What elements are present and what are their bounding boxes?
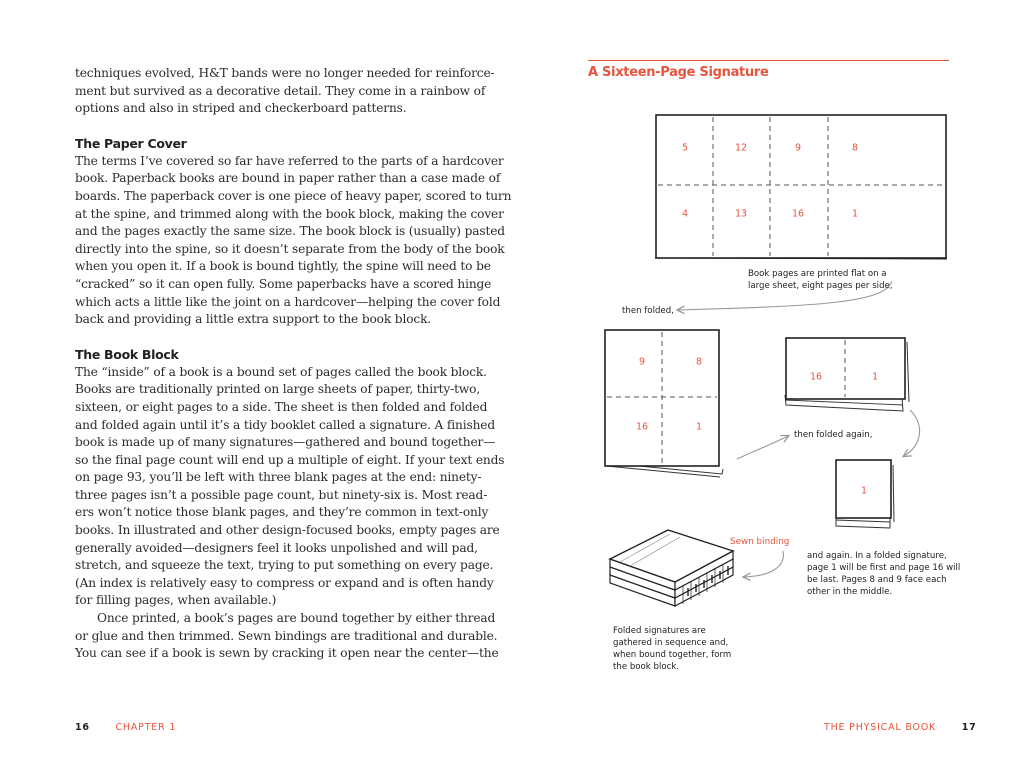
sheet-page-number: 13 — [734, 208, 748, 220]
text-line: for filling pages, when available.) — [75, 593, 277, 608]
caption-line: the book block. — [613, 662, 680, 672]
sheet-page-number: 1 — [695, 421, 703, 433]
sheet-page-number: 1 — [871, 371, 879, 383]
text-line: (An index is relatively easy to compress or expand and is often handy — [75, 575, 494, 590]
caption-folded — [622, 305, 674, 317]
caption-line: Folded signatures are — [613, 626, 706, 636]
caption-line: then folded again, — [794, 430, 873, 440]
caption-line: when bound together, form — [613, 650, 732, 660]
caption-line: other in the middle. — [807, 587, 893, 597]
section-heading-book-block: The Book Block — [75, 346, 179, 362]
book-block — [610, 530, 733, 606]
text-line: The “inside” of a book is a bound set of pages called the book block. — [75, 364, 487, 379]
folded-once — [605, 330, 723, 477]
text-line: book is made up of many signatures—gathered and bound together— — [75, 435, 496, 450]
caption-line: large sheet, eight pages per side, — [748, 281, 893, 291]
caption-line: Book pages are printed flat on a — [748, 269, 887, 279]
sheet-page-number: 4 — [681, 208, 689, 220]
caption-line: then folded, — [622, 306, 674, 316]
text-line: options and also in striped and checkerboard patterns. — [75, 101, 407, 116]
caption-book-block — [613, 625, 731, 673]
caption-line: and again. In a folded signature, — [807, 551, 947, 561]
caption-line: page 1 will be first and page 16 will — [807, 563, 961, 573]
folded-twice — [785, 338, 909, 411]
text-line: back and providing a little extra support to the book block. — [75, 312, 432, 327]
text-line: ment but survived as a decorative detail. They come in a rainbow of — [75, 83, 486, 98]
sheet-page-number: 5 — [681, 142, 689, 154]
page-number: 17 — [961, 722, 977, 733]
sheet-page-number: 8 — [851, 142, 859, 154]
sheet-page-number: 16 — [809, 371, 823, 383]
text-line: sixteen, or eight pages to a side. The sheet is then folded and folded — [75, 399, 488, 414]
caption-flat-sheet — [748, 268, 893, 292]
text-line: books. In illustrated and other design-focused books, empty pages are — [75, 523, 500, 538]
text-line: generally avoided—designers feel it looks unpolished and will pad, — [75, 540, 478, 555]
sheet-page-number: 9 — [794, 142, 802, 154]
text-line: Once printed, a book’s pages are bound together by either thread — [97, 611, 496, 626]
sewn-binding-callout: Sewn binding — [730, 537, 790, 547]
text-line: “cracked” so it can open fully. Some paperbacks have a scored hinge — [75, 276, 492, 291]
sheet-page-number: 8 — [695, 356, 703, 368]
sheet-page-number: 12 — [734, 142, 748, 154]
flat-sheet — [655, 115, 947, 259]
text-line: when you open it. If a book is bound tightly, the spine will need to be — [75, 259, 491, 274]
sheet-page-number: 16 — [791, 208, 805, 220]
sheet-page-number: 1 — [860, 485, 868, 497]
running-head: THE PHYSICAL BOOK — [824, 722, 937, 733]
text-line: stretch, and squeeze the text, trying to put something on every page. — [75, 558, 494, 573]
sheet-page-number: 1 — [851, 208, 859, 220]
section-heading-paper-cover: The Paper Cover — [75, 135, 187, 151]
text-line: so the final page count will end up a multiple of eight. If your text ends — [75, 452, 505, 467]
text-line: boards. The paperback cover is one piece of heavy paper, scored to turn — [75, 188, 512, 203]
text-line: and the pages exactly the same size. The book block is (usually) pasted — [75, 224, 505, 239]
diagram-title: A Sixteen-Page Signature — [588, 65, 769, 80]
sheet-page-number: 9 — [638, 356, 646, 368]
text-line: and folded again until it’s a tidy booklet called a signature. A finished — [75, 417, 496, 432]
page-number: 16 — [75, 722, 90, 733]
caption-and-again — [807, 550, 960, 598]
text-line: techniques evolved, H&T bands were no longer needed for reinforce- — [75, 66, 495, 80]
text-line: which acts a little like the joint on a hardcover—helping the cover fold — [75, 294, 501, 309]
text-line: ers won’t notice those blank pages, and they’re common in text-only — [75, 505, 489, 520]
right-footer — [824, 722, 977, 733]
text-line: on page 93, you’ll be left with three blank pages at the end: ninety- — [75, 470, 482, 485]
text-line: The terms I’ve covered so far have referred to the parts of a hardcover — [75, 153, 504, 168]
text-line: You can see if a book is sewn by cracking it open near the center—the — [75, 646, 499, 661]
caption-folded-again — [794, 429, 872, 441]
text-line: at the spine, and trimmed along with the book block, making the cover — [75, 206, 504, 221]
text-line: or glue and then trimmed. Sewn bindings are traditional and durable. — [75, 628, 498, 643]
text-line: Books are traditionally printed on large sheets of paper, thirty-two, — [75, 382, 481, 397]
text-line: three pages isn’t a possible page count, but ninety-six is. Most read- — [75, 487, 488, 502]
caption-line: be last. Pages 8 and 9 face each — [807, 575, 947, 585]
caption-line: gathered in sequence and, — [613, 638, 729, 648]
running-head: CHAPTER 1 — [115, 722, 177, 733]
text-line: directly into the spine, so it doesn’t separate from the body of the book — [75, 241, 505, 256]
sheet-page-number: 16 — [635, 421, 649, 433]
text-line: book. Paperback books are bound in paper rather than a case made of — [75, 171, 501, 186]
